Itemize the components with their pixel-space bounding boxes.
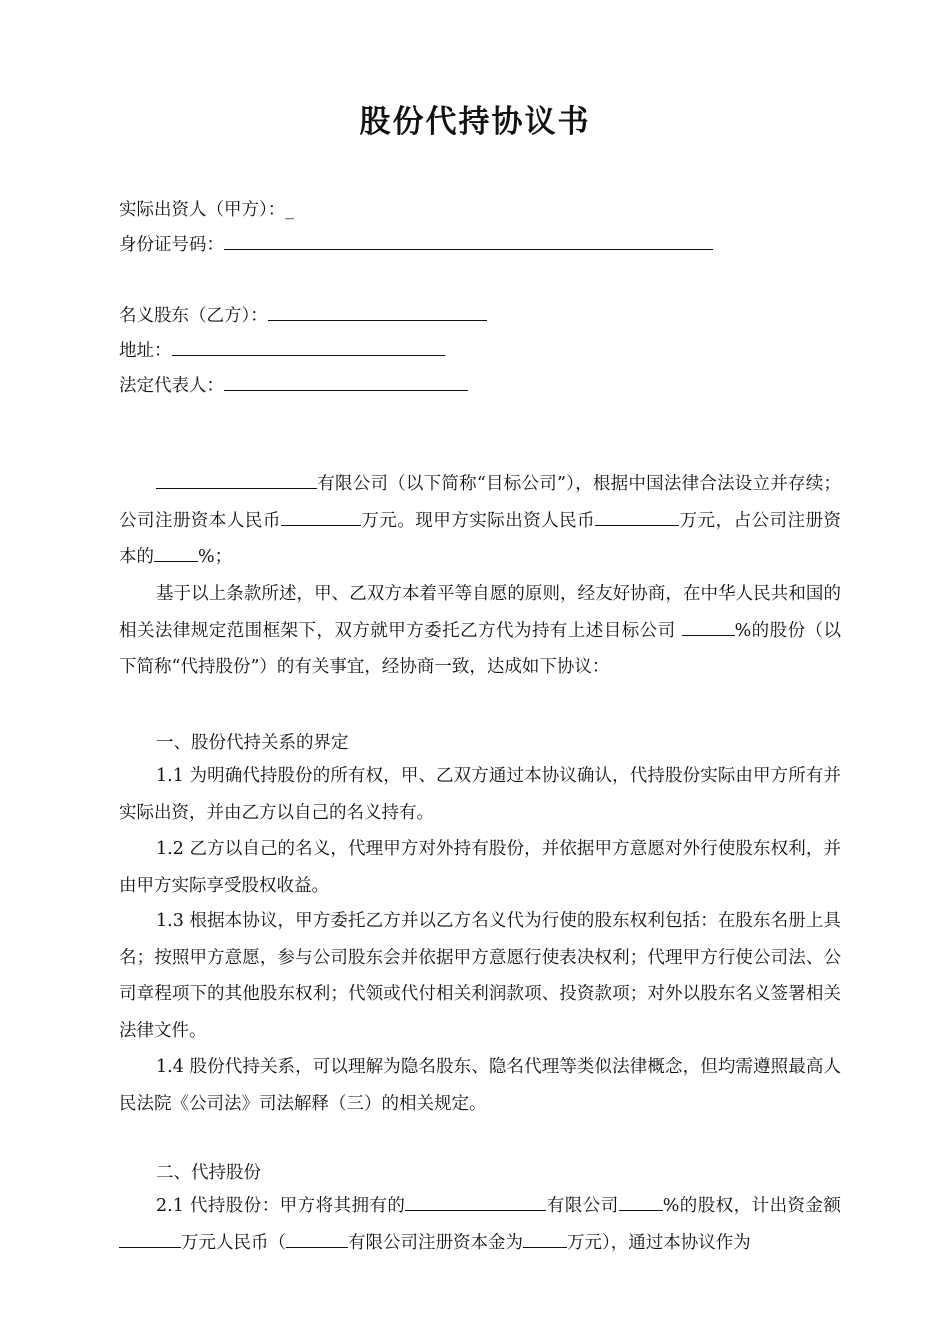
investor-line — [119, 196, 294, 221]
nominee-line — [119, 302, 487, 327]
intro-p1-text-d: %； — [198, 547, 233, 567]
registered-capital-blank[interactable] — [281, 507, 361, 526]
clause-2-1-text-d: 万元人民币（ — [181, 1232, 286, 1253]
investor-value: _ — [285, 200, 294, 220]
clause-1-3: 1.3 根据本协议，甲方委托乙方并以乙方名义代为行使的股东权利包括：在股东名册上具名；按照甲方意愿，参与公司股东会并依据甲方意愿行使表决权利；代理甲方行使公司法、公司章程项下的其他股东权利；代领或代付相关利润款项、投资款项；对外以股东名义签署相关法律文件。 — [119, 911, 841, 1041]
intro-paragraph-2 — [119, 576, 841, 686]
legal-rep-label: 法定代表人： — [119, 376, 224, 396]
target-company-blank[interactable] — [156, 470, 317, 489]
intro-paragraph-1 — [119, 466, 841, 576]
entrusted-percent-blank[interactable] — [682, 617, 735, 636]
id-number-label: 身份证号码： — [119, 235, 224, 255]
intro-p2-text-b: %的股份（以下简称“代持股份”）的有关事宜，经协商一致，达成如下协议： — [119, 620, 841, 677]
clause-2-1-text-e: 有限公司注册资本金为 — [348, 1232, 523, 1253]
document-title: 股份代持协议书 — [359, 104, 591, 140]
intro-p1-text-a: 有限公司（以下简称“目标公司”），根据中国法律合法设立并存续；公司注册资本人民币 — [119, 474, 841, 531]
clause-2-1-text-f: 万元），通过本协议作为 — [567, 1232, 751, 1253]
equity-percent-blank[interactable] — [619, 1192, 663, 1211]
intro-p1-text-b: 万元。现甲方实际出资人民币 — [360, 510, 596, 531]
address-label: 地址： — [119, 341, 172, 361]
intro-p2-text-a: 基于以上条款所述，甲、乙双方本着平等自愿的原则，经友好协商，在中华人民共和国的相关法律规定范围框架下，双方就甲方委托乙方代为持有上述目标公司 — [119, 584, 841, 641]
id-number-blank[interactable] — [224, 231, 713, 250]
share-percent-blank[interactable] — [154, 543, 198, 562]
nominee-label: 名义股东（乙方）： — [119, 306, 268, 326]
clause-2-1-text-a: 2.1 代持股份：甲方将其拥有的 — [156, 1196, 406, 1216]
capital-amount-blank[interactable] — [119, 1229, 181, 1248]
clause-2-1-text-b: 有限公司 — [546, 1196, 619, 1216]
company-name-blank-2[interactable] — [286, 1229, 348, 1248]
id-number-line — [119, 231, 713, 256]
clause-1-1: 1.1 为明确代持股份的所有权，甲、乙双方通过本协议确认，代持股份实际由甲方所有并实际出资，并由乙方以自己的名义持有。 — [119, 766, 841, 823]
registered-capital-blank-2[interactable] — [523, 1229, 567, 1248]
legal-rep-blank[interactable] — [224, 372, 468, 391]
company-name-blank[interactable] — [405, 1192, 546, 1211]
investor-label: 实际出资人（甲方）： — [119, 200, 286, 220]
clause-1-4: 1.4 股份代持关系，可以理解为隐名股东、隐名代理等类似法律概念，但均需遵照最高人民法院《公司法》司法解释（三）的相关规定。 — [119, 1057, 841, 1114]
address-blank[interactable] — [172, 337, 445, 356]
section-2-heading: 二、代持股份 — [156, 1163, 261, 1183]
clause-2-1-text-c: %的股权，计出资金额 — [662, 1196, 841, 1216]
intro-p1-text-c: 万元，占公司注册资本的 — [119, 510, 841, 567]
clause-1-2: 1.2 乙方以自己的名义，代理甲方对外持有股份，并依据甲方意愿对外行使股东权利，并由甲方实际享受股权收益。 — [119, 839, 841, 896]
section-1-heading: 一、股份代持关系的界定 — [156, 733, 349, 753]
clause-2-1 — [119, 1188, 841, 1261]
nominee-blank[interactable] — [268, 302, 487, 321]
legal-rep-line — [119, 372, 468, 397]
address-line — [119, 337, 445, 362]
investment-amount-blank[interactable] — [595, 507, 679, 526]
